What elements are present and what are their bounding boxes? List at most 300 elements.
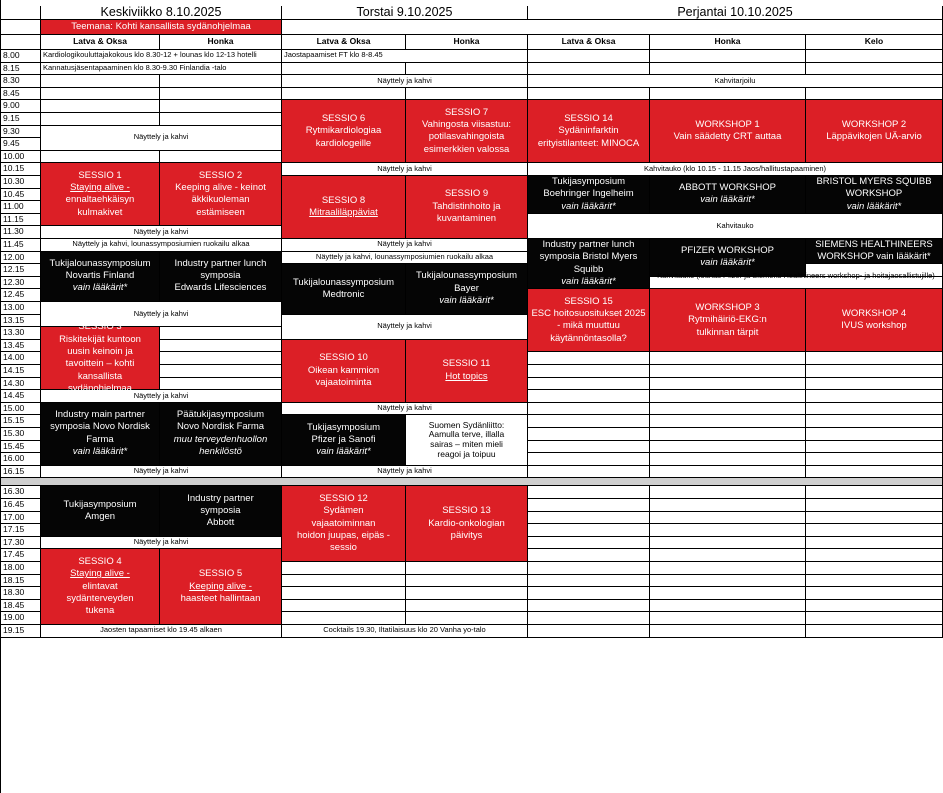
text-line: muu terveydenhuollon: [173, 433, 268, 445]
fri-workshop-1-text: [674, 119, 782, 144]
text-line: SESSIO 13: [442, 505, 491, 517]
wed-coffee-1: Näyttely ja kahvi: [41, 126, 282, 151]
time-slot: 14.00: [0, 352, 41, 365]
wed-sessio-2: [160, 163, 282, 226]
time-slot: 11.00: [0, 201, 41, 214]
empty-cell: [650, 486, 806, 499]
thu-sessio-13: [406, 486, 528, 562]
text-line: hoidon juupas, eipäs -: [297, 529, 390, 541]
empty-cell: [650, 587, 806, 600]
text-line: - mikä muuttuu: [557, 320, 620, 332]
wed-sessio-5-text: [181, 568, 261, 605]
text-line: Tukijalounassymposium: [292, 276, 395, 288]
empty-cell: [806, 88, 943, 101]
thu-sessio-7: [406, 100, 528, 163]
fri-bms-workshop: [806, 176, 943, 214]
text-line: vain lääkärit*: [72, 282, 128, 294]
empty-cell: [528, 612, 650, 625]
text-line: SESSIO 11: [442, 358, 491, 370]
fri-sessio-14-text: [538, 113, 639, 150]
fri-boehringer-symposium: [528, 176, 650, 214]
time-slot: 9.15: [0, 113, 41, 126]
empty-cell: [528, 365, 650, 378]
empty-cell: [650, 512, 806, 525]
empty-cell: [650, 441, 806, 454]
empty-cell: [806, 50, 943, 63]
fri-sessio-15-text: [531, 296, 645, 345]
text-line: sessio: [330, 542, 357, 554]
text-line: Kardio-onkologian: [428, 517, 505, 529]
thu-sessio-12: [282, 486, 406, 562]
text-line: SESSIO 8: [321, 194, 366, 206]
time-slot: 17.15: [0, 524, 41, 537]
time-slot: 12.45: [0, 289, 41, 302]
text-line: symposia Bristol Myers: [539, 251, 638, 263]
text-line: Keeping alive -: [189, 580, 252, 592]
thu-lunch-start: Näyttely ja kahvi, lounassymposiumien ruokailu alkaa: [282, 252, 528, 265]
empty-cell: [806, 403, 943, 416]
empty-cell: [650, 50, 806, 63]
empty-cell: [528, 486, 650, 499]
empty-cell: [650, 352, 806, 365]
text-line: Boehringer Ingelheim: [543, 188, 634, 200]
empty-cell: [160, 327, 282, 340]
thu-medtronic-symposium-text: [293, 277, 394, 302]
time-slot: 12.30: [0, 277, 41, 290]
time-slot: 19.15: [0, 625, 41, 638]
empty-cell: [528, 428, 650, 441]
wed-abbott-symposium-text: [187, 493, 254, 530]
day-header-thu: Torstai 9.10.2025: [282, 6, 528, 20]
thu-sessio-11: [406, 340, 528, 403]
text-line: sydänterveyden: [66, 592, 134, 604]
theme-banner: Teemana: Kohti kansallista sydänohjelmaa: [41, 20, 282, 35]
empty-cell: [806, 562, 943, 575]
text-line: Suomen Sydänliitto:: [428, 419, 505, 430]
text-line: Bayer: [454, 282, 479, 294]
text-line: elintavat: [82, 580, 118, 592]
time-slot: 10.15: [0, 163, 41, 176]
empty-cell: [650, 428, 806, 441]
empty-cell: [650, 365, 806, 378]
fri-workshop-3: [650, 289, 806, 352]
empty-cell: [528, 50, 650, 63]
thu-sessio-8-text: [309, 195, 378, 220]
thu-sessio-9: [406, 176, 528, 239]
empty-cell: [806, 365, 943, 378]
empty-cell: [650, 499, 806, 512]
wed-amgen-symposium-text: [63, 499, 136, 524]
wed-sessio-2-text: [175, 170, 266, 219]
time-slot: 8.15: [0, 63, 41, 76]
time-slot: 10.00: [0, 151, 41, 164]
fri-workshop-1: [650, 100, 806, 163]
text-line: WORKSHOP 1: [695, 119, 760, 131]
wed-amgen-symposium: [41, 486, 160, 536]
time-slot: 12.00: [0, 252, 41, 265]
text-line: vain lääkärit*: [439, 295, 494, 307]
empty-cell: [160, 352, 282, 365]
text-line: SESSIO 3: [78, 321, 122, 333]
empty-cell: [650, 524, 806, 537]
text-line: Staying alive -: [70, 182, 130, 194]
text-line: Tukijalounassymposium: [415, 270, 518, 282]
empty-cell: [528, 441, 650, 454]
text-line: SESSIO 2: [198, 169, 243, 181]
empty-cell: [806, 524, 943, 537]
empty-cell: [406, 562, 528, 575]
time-slot: 14.15: [0, 365, 41, 378]
time-slot: 18.30: [0, 587, 41, 600]
text-line: kuvantaminen: [436, 213, 497, 225]
fri-sessio-14: [528, 100, 650, 163]
empty-cell: [650, 415, 806, 428]
time-slot: 18.00: [0, 562, 41, 575]
thu-sessio-6: [282, 100, 406, 163]
text-line: vain lääkärit*: [700, 257, 755, 269]
text-line: kansallista: [77, 370, 123, 382]
text-line: Abbott: [206, 517, 235, 529]
room-header-latva: Latva & Oksa: [528, 35, 650, 50]
thu-sydanliitto-session: [406, 415, 528, 465]
thu-jaostapaamiset: Jaostapaamiset FT klo 8-8.45: [282, 50, 528, 63]
empty-cell: [806, 549, 943, 562]
text-line: Sydämen: [323, 505, 364, 517]
text-line: Keeping alive - keinot: [175, 182, 266, 194]
time-slot: 9.00: [0, 100, 41, 113]
text-line: vain lääkärit*: [561, 200, 616, 212]
time-slot: 9.45: [0, 138, 41, 151]
text-line: WORKSHOP: [845, 188, 903, 200]
empty-cell: [406, 63, 528, 76]
empty-cell: [160, 88, 282, 101]
empty-cell: [282, 600, 406, 613]
empty-cell: [650, 466, 806, 479]
text-line: Pfizer ja Sanofi: [311, 433, 376, 445]
empty-cell: [282, 88, 406, 101]
text-line: ABBOTT WORKSHOP: [679, 182, 776, 194]
wed-sessio-3: [41, 321, 160, 394]
text-line: SESSIO 5: [198, 568, 243, 580]
empty-cell: [528, 466, 650, 479]
text-line: Squibb: [573, 263, 604, 275]
thu-pfizer-sanofi-symposium: [282, 415, 406, 465]
text-line: kulmakivet: [77, 206, 123, 218]
thu-cocktails-note: Cocktails 19.30, Iltatilaisuus klo 20 Vanha yo-talo: [282, 625, 528, 638]
empty-cell: [806, 587, 943, 600]
empty-cell: [650, 537, 806, 550]
wed-abbott-symposium: [160, 486, 282, 536]
time-slot: 14.30: [0, 378, 41, 391]
thu-sessio-12-text: [297, 493, 390, 555]
fri-siemens-workshop: [806, 239, 943, 264]
time-slot: 8.30: [0, 75, 41, 88]
empty-cell: [650, 378, 806, 391]
time-slot: 11.30: [0, 226, 41, 239]
empty-cell: [528, 378, 650, 391]
empty-cell: [528, 453, 650, 466]
text-line: SESSIO 14: [564, 112, 613, 124]
empty-cell: [528, 415, 650, 428]
time-slot: 15.00: [0, 403, 41, 416]
empty-cell: [806, 378, 943, 391]
thu-sessio-7-text: [422, 107, 511, 156]
wed-sessio-4: [41, 549, 160, 625]
fri-kahvitarjoilu: Kahvitarjoilu: [528, 75, 943, 88]
break-separator: [0, 478, 943, 486]
time-slot: 18.45: [0, 600, 41, 613]
empty-cell: [528, 524, 650, 537]
thu-coffee-6: Näyttely ja kahvi: [282, 466, 528, 479]
text-line: esimerkkien valossa: [423, 143, 510, 155]
time-slot: 18.15: [0, 575, 41, 588]
empty-cell: [282, 587, 406, 600]
wed-coffee-6: Näyttely ja kahvi: [41, 537, 282, 550]
text-line: henkilöstö: [199, 446, 242, 458]
thu-coffee-1: Näyttely ja kahvi: [282, 75, 528, 88]
text-line: Edwards Lifesciences: [174, 282, 267, 294]
empty-cell: [528, 537, 650, 550]
text-line: Novo Nordisk Farma: [176, 421, 265, 433]
empty-cell: [528, 499, 650, 512]
thu-sessio-6-text: [306, 113, 382, 150]
text-line: päivitys: [450, 529, 483, 541]
wed-sessio-5: [160, 549, 282, 625]
text-line: IVUS workshop: [841, 320, 907, 332]
empty-cell: [806, 486, 943, 499]
text-line: Tukijasymposium: [551, 175, 626, 187]
empty-cell: [282, 575, 406, 588]
empty-cell: [528, 512, 650, 525]
time-slot: 10.30: [0, 176, 41, 189]
wed-sessio-3-text: [59, 321, 141, 395]
text-line: Hot topics: [445, 370, 488, 382]
empty-cell: [160, 75, 282, 88]
empty-cell: [806, 499, 943, 512]
text-line: symposia Novo Nordisk: [50, 421, 150, 433]
fri-workshop-4-text: [841, 308, 906, 333]
fri-bms-lunch-symposium: [528, 239, 650, 289]
empty-cell: [650, 625, 806, 638]
empty-cell: [528, 575, 650, 588]
text-line: Oikean kammion: [307, 364, 380, 376]
time-slot: 8.45: [0, 88, 41, 101]
text-line: vain lääkärit*: [700, 194, 755, 206]
empty-cell: [41, 88, 160, 101]
text-line: käytännöntasolla?: [550, 332, 627, 344]
room-header-honka: Honka: [650, 35, 806, 50]
empty-cell: [650, 575, 806, 588]
thu-bayer-symposium-text: [416, 270, 517, 307]
time-slot: 19.00: [0, 612, 41, 625]
empty-cell: [650, 63, 806, 76]
empty-cell: [282, 20, 943, 35]
empty-cell: [528, 352, 650, 365]
text-line: vain lääkärit*: [846, 200, 902, 212]
wed-coffee-5: Näyttely ja kahvi: [41, 466, 282, 479]
empty-cell: [650, 403, 806, 416]
empty-cell: [650, 88, 806, 101]
time-slot: 11.15: [0, 214, 41, 227]
empty-cell: [806, 575, 943, 588]
text-line: Tahdistinhoito ja: [432, 200, 501, 212]
text-line: potilasvahingoista: [428, 131, 505, 143]
wed-coffee-4: Näyttely ja kahvi: [41, 390, 282, 403]
thu-coffee-5: Näyttely ja kahvi: [282, 403, 528, 416]
fri-abbott-workshop: [650, 176, 806, 214]
text-line: vajaatoiminta: [315, 376, 372, 388]
wed-sessio-1-text: [66, 170, 135, 219]
time-slot: 13.15: [0, 315, 41, 328]
room-header-latva: Latva & Oksa: [41, 35, 160, 50]
text-line: Tukijasymposium: [306, 421, 381, 433]
text-line: SESSIO 7: [444, 106, 489, 118]
text-line: Vain säädetty CRT auttaa: [673, 131, 782, 143]
empty-cell: [650, 549, 806, 562]
text-line: haasteet hallintaan: [180, 592, 261, 604]
text-line: tulkinnan tärpit: [696, 326, 759, 338]
empty-cell: [0, 20, 41, 35]
text-line: Industry partner: [187, 492, 254, 504]
text-line: ennaltaehkäisyn: [65, 194, 135, 206]
text-line: ESC hoitosuositukset 2025: [531, 308, 646, 320]
empty-cell: [806, 415, 943, 428]
time-slot: 15.15: [0, 415, 41, 428]
text-line: vain lääkärit*: [72, 446, 128, 458]
text-line: Farma: [86, 433, 114, 445]
room-header-latva: Latva & Oksa: [282, 35, 406, 50]
wed-kannatus-note: Kannatusjäsentapaaminen klo 8.30-9.30 Finlandia -talo: [41, 63, 282, 76]
empty-cell: [650, 600, 806, 613]
fri-workshop-2-text: [826, 119, 922, 144]
empty-cell: [806, 428, 943, 441]
fri-kahvitauko-jaos: Kahvitauko (klo 10.15 - 11.15 Jaos/hallitustapaaminen): [528, 163, 943, 176]
empty-cell: [806, 63, 943, 76]
thu-sessio-11-text: [443, 358, 491, 383]
text-line: Aamulla terve, illalla: [428, 429, 505, 440]
time-slot: 14.45: [0, 390, 41, 403]
empty-cell: [806, 441, 943, 454]
text-line: Päätukijasymposium: [176, 409, 265, 421]
wed-sessio-1: [41, 163, 160, 226]
empty-cell: [528, 625, 650, 638]
fri-siemens-workshop-text: [815, 239, 933, 264]
empty-cell: [650, 562, 806, 575]
fri-bms-workshop-text: [816, 176, 931, 213]
empty-cell: [806, 612, 943, 625]
thu-sessio-9-text: [432, 188, 500, 225]
text-line: Industry partner lunch: [542, 239, 635, 250]
empty-cell: [528, 600, 650, 613]
empty-cell: [528, 88, 650, 101]
wed-edwards-symposium-text: [175, 258, 267, 295]
text-line: WORKSHOP 2: [841, 119, 907, 131]
day-header-wed: Keskiviikko 8.10.2025: [41, 6, 282, 20]
room-header-honka: Honka: [406, 35, 528, 50]
text-line: äkkikuoleman: [191, 194, 250, 206]
time-slot: 16.00: [0, 453, 41, 466]
empty-cell: [406, 600, 528, 613]
empty-cell: [806, 390, 943, 403]
text-line: WORKSHOP vain lääkärit*: [817, 251, 931, 263]
empty-cell: [160, 378, 282, 391]
room-header-honka: Honka: [160, 35, 282, 50]
thu-sessio-8: [282, 176, 406, 239]
time-slot: 16.45: [0, 499, 41, 512]
time-slot: 10.45: [0, 189, 41, 202]
text-line: Sydäninfarktin: [558, 125, 619, 137]
wed-lunch-start: Näyttely ja kahvi, lounassymposiumien ruokailu alkaa: [41, 239, 282, 252]
thu-pfizer-sanofi-symposium-text: [307, 422, 380, 459]
wed-coffee-2: Näyttely ja kahvi: [41, 226, 282, 239]
text-line: tukena: [85, 605, 115, 617]
text-line: Vahingosta viisastuu:: [421, 119, 512, 131]
wed-novartis-symposium-text: [49, 258, 150, 295]
text-line: Läppävikojen UÄ-arvio: [826, 131, 922, 143]
empty-cell: [806, 512, 943, 525]
text-line: Rytmikardiologiaa: [305, 125, 382, 137]
time-slot: 11.45: [0, 239, 41, 252]
time-slot: 16.15: [0, 466, 41, 479]
text-line: vain lääkärit*: [316, 446, 371, 458]
empty-cell: [41, 100, 160, 113]
text-line: WORKSHOP 4: [841, 308, 907, 320]
text-line: symposia: [200, 504, 241, 516]
wed-edwards-symposium: [160, 252, 282, 302]
text-line: SESSIO 15: [564, 295, 613, 307]
time-slot: 17.45: [0, 549, 41, 562]
text-line: erityistilanteet: MINOCA: [537, 137, 640, 149]
text-line: SESSIO 12: [319, 492, 368, 504]
text-line: WORKSHOP 3: [695, 301, 760, 313]
wed-kardiologi-note: Kardiologikouluttajakokous klo 8.30-12 + lounas klo 12-13 hotelli: [41, 50, 282, 63]
thu-medtronic-symposium: [282, 264, 406, 314]
text-line: reagoi ja toipuu: [437, 448, 496, 459]
wed-sessio-4-text: [66, 556, 133, 618]
empty-cell: [160, 365, 282, 378]
text-line: Tukijasymposium: [63, 498, 137, 510]
room-header-kelo: Kelo: [806, 35, 943, 50]
thu-sydanliitto-session-text: [429, 421, 505, 460]
empty-cell: [160, 340, 282, 353]
fri-boehringer-symposium-text: [543, 176, 633, 213]
wed-novartis-symposium: [41, 252, 160, 302]
empty-cell: [806, 466, 943, 479]
empty-cell: [806, 625, 943, 638]
text-line: SESSIO 6: [321, 112, 366, 124]
time-slot: 17.00: [0, 512, 41, 525]
empty-cell: [650, 612, 806, 625]
fri-workshop-4: [806, 289, 943, 352]
empty-cell: [650, 390, 806, 403]
fri-abbott-workshop-text: [679, 182, 776, 207]
time-slot: 13.45: [0, 340, 41, 353]
text-line: PFIZER WORKSHOP: [681, 245, 774, 257]
empty-cell: [806, 537, 943, 550]
fri-kahvitauko: Kahvitauko: [528, 214, 943, 239]
text-line: tavoittein – kohti: [65, 358, 135, 370]
empty-cell: [528, 587, 650, 600]
text-line: BRISTOL MYERS SQUIBB: [816, 175, 932, 187]
text-line: Industry partner lunch: [174, 257, 267, 269]
text-line: uusin keinoin ja: [67, 345, 133, 357]
time-slot: 17.30: [0, 537, 41, 550]
empty-cell: [650, 453, 806, 466]
fri-kahvitauko-lounas: Kahvitauko (lounas Pfizer ja Siemens Healthineers workshop- ja hoitajaosallistujille): [650, 265, 943, 289]
fri-sessio-15: [528, 289, 650, 352]
time-slot: 15.45: [0, 441, 41, 454]
fri-workshop-3-text: [688, 302, 767, 339]
